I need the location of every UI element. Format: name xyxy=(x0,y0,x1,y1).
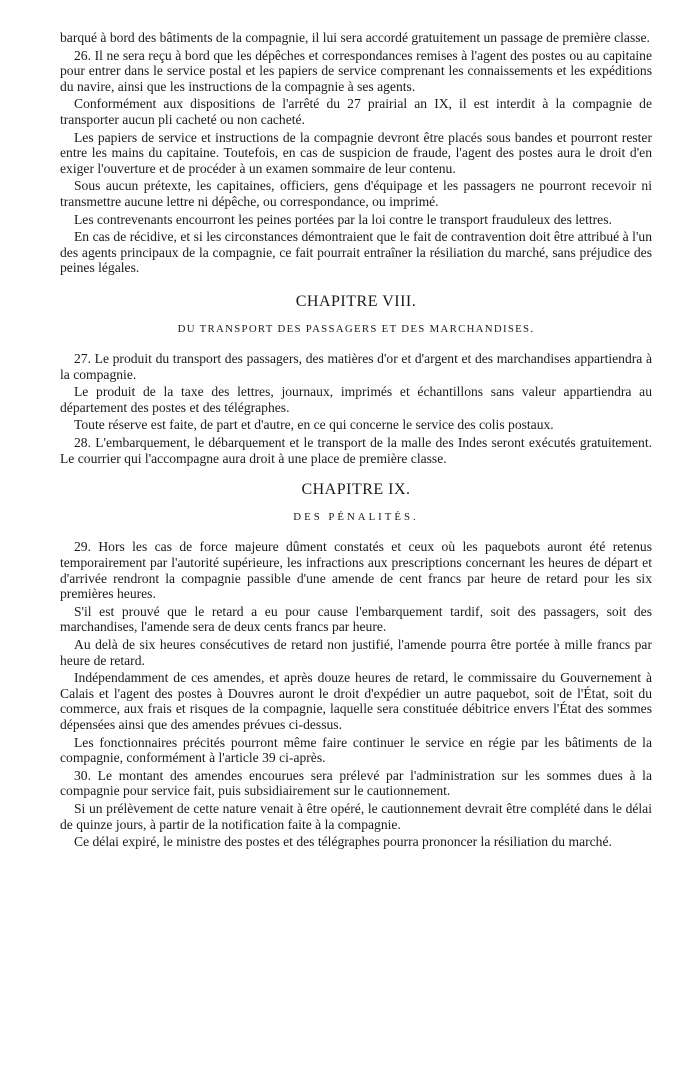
chapter-8-subtitle: DU TRANSPORT DES PASSAGERS ET DES MARCHANDISES. xyxy=(177,322,535,335)
document-page xyxy=(60,30,652,850)
paragraph: Sous aucun prétexte, les capitaines, officiers, gens d'équipage et les passagers ne pourront recevoir ni transmettre aucune lettre ni dépêche, ou correspondance, ou imprimé. xyxy=(60,178,652,209)
paragraph: Si un prélèvement de cette nature venait à être opéré, le cautionnement devrait être complété dans le délai de quinze jours, à partir de la notification faite à la compagnie. xyxy=(60,800,652,832)
paragraph: Indépendamment de ces amendes, et après douze heures de retard, le commissaire du Gouvernement à Calais et l'agent des postes à Douvres auront le droit d'expédier un autre paquebot, soit de l'État, soit du commerce, aux frais et risques de la compagnie, laquelle sera constituée débitrice envers l'État des sommes dépensées ainsi que des amendes prévues ci-dessus. xyxy=(60,670,652,732)
paragraph: Les fonctionnaires précités pourront même faire continuer le service en régie par les bâtiments de la compagnie, conformément à l'article 39 ci-après. xyxy=(60,734,652,766)
paragraph-article-26: 26. Il ne sera reçu à bord que les dépêches et correspondances remises à l'agent des postes ou au capitaine pour entrer dans le service postal et les papiers de service comprenant les connaissements et les expéditions du navire, ainsi que les instructions de la compagnie à ses agents. xyxy=(60,47,652,94)
chapter-9-title: CHAPITRE IX. xyxy=(301,481,411,499)
paragraph-article-28: 28. L'embarquement, le débarquement et le transport de la malle des Indes seront exécutés gratuitement. Le courrier qui l'accompagne aura droit à une place de première classe. xyxy=(60,435,652,466)
paragraph: Ce délai expiré, le ministre des postes et des télégraphes pourra prononcer la résiliation du marché. xyxy=(74,834,612,850)
paragraph-article-27: 27. Le produit du transport des passagers, des matières d'or et d'argent et des marchandises appartiendra à la compagnie. xyxy=(60,351,652,382)
paragraph: S'il est prouvé que le retard a eu pour cause l'embarquement tardif, soit des passagers, soit des marchandises, l'amende sera de deux cents francs par heure. xyxy=(60,603,652,635)
paragraph: Les contrevenants encourront les peines portées par la loi contre le transport frauduleux des lettres. xyxy=(74,211,612,227)
chapter-8-title: CHAPITRE VIII. xyxy=(295,292,417,310)
paragraph-article-29: 29. Hors les cas de force majeure dûment constatés et ceux où les paquebots auront été retenus temporairement par l'autorité supérieure, les infractions aux prescriptions concernant les heures de départ et d'arrivée rendront la compagnie passible d'une amende de cent francs par heure de retard pour les six premières heures. xyxy=(60,539,652,602)
paragraph: Les papiers de service et instructions de la compagnie devront être placés sous bandes et pourront rester entre les mains du capitaine. Toutefois, en cas de suspicion de fraude, l'agent des postes aura le droit d'en exiger l'ouverture et de procéder à un examen sommaire de leur contenu. xyxy=(60,129,652,176)
paragraph-article-30: 30. Le montant des amendes encourues sera prélevé par l'administration sur les sommes dues à la compagnie pour service fait, puis subsidiairement sur le cautionnement. xyxy=(60,767,652,799)
paragraph: En cas de récidive, et si les circonstances démontraient que le fait de contravention doit être attribué à l'un des agents principaux de la compagnie, ce fait pourrait entraîner la résiliation du marché, sans préjudice des peines légales. xyxy=(60,229,652,276)
chapter-9-subtitle: DES PÉNALITÉS. xyxy=(293,510,419,523)
paragraph: Toute réserve est faite, de part et d'autre, en ce qui concerne le service des colis postaux. xyxy=(74,417,554,433)
paragraph-continuation: barqué à bord des bâtiments de la compagnie, il lui sera accordé gratuitement un passage de première classe. xyxy=(60,30,650,45)
paragraph: Conformément aux dispositions de l'arrêté du 27 prairial an IX, il est interdit à la compagnie de transporter aucun pli cacheté ou non cacheté. xyxy=(60,96,652,127)
paragraph: Le produit de la taxe des lettres, journaux, imprimés et échantillons sans valeur appartiendra au département des postes et des télégraphes. xyxy=(60,384,652,415)
paragraph: Au delà de six heures consécutives de retard non justifié, l'amende pourra être portée à mille francs par heure de retard. xyxy=(60,637,652,668)
